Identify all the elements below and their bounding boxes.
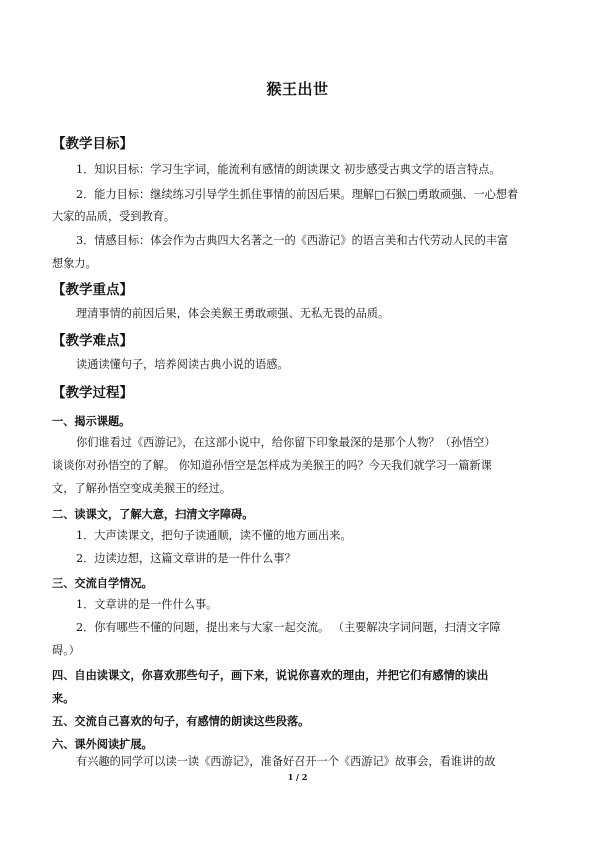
step1-title: 一、揭示课题。 xyxy=(52,415,131,428)
step5-title: 五、交流自己喜欢的句子，有感情的朗读这些段落。 xyxy=(52,715,310,728)
key-points-text: 理清事情的前因后果，体会美猴王勇敢顽强、无私无畏的品质。 xyxy=(76,307,390,320)
goals-line-5: 想象力。 xyxy=(52,257,97,270)
step3-line-2: 2．你有哪些不懂的问题，提出来与大家一起交流。 （主要解决字词问题，扫清文字障 xyxy=(76,621,501,634)
step6-line-1: 有兴趣的同学可以读一读《西游记》，准备好召开一个《西游记》故事会，看谁讲的故 xyxy=(76,755,496,768)
goals-line-4: 3．情感目标：体会作为古典四大名著之一的《西游记》的语言美和古代劳动人民的丰富 xyxy=(76,234,509,247)
goals-line-3: 大家的品质，受到教育。 xyxy=(52,210,176,223)
step4-title-line-1: 四、自由读课文，你喜欢那些句子，画下来，说说你喜欢的理由，并把它们有感情的读出 xyxy=(52,669,489,682)
difficulties-text: 读通读懂句子，培养阅读古典小说的语感。 xyxy=(76,358,289,371)
step2-line-2: 2．边读边想，这篇文章讲的是一件什么事？ xyxy=(76,552,296,565)
step1-line-1: 你们谁看过《西游记》，在这部小说中，给你留下印象最深的是那个人物？（孙悟空） xyxy=(76,436,496,449)
step2-title: 二、读课文，了解大意，扫清文字障碍。 xyxy=(52,508,254,521)
document-title: 猴王出世 xyxy=(266,80,329,98)
process-heading: 【教学过程】 xyxy=(52,385,133,401)
goals-line-1: 1．知识目标：学习生字词，能流利有感情的朗读课文 初步感受古典文学的语言特点。 xyxy=(76,163,501,176)
step2-line-1: 1．大声读课文，把句子读通顺，读不懂的地方画出来。 xyxy=(76,529,352,542)
goals-line-2: 2．能力目标：继续练习引导学生抓住事情的前因后果。理解□石猴□勇敢顽强、一心想着 xyxy=(76,188,519,201)
key-points-heading: 【教学重点】 xyxy=(52,282,133,298)
step6-title: 六、课外阅读扩展。 xyxy=(52,738,153,751)
page-number: 1 / 2 xyxy=(287,772,308,782)
step3-title: 三、交流自学情况。 xyxy=(52,577,153,590)
step3-line-1: 1．文章讲的是一件什么事。 xyxy=(76,598,218,611)
step1-line-3: 文，了解孙悟空变成美猴王的经过。 xyxy=(52,482,232,495)
step4-title-line-2: 来。 xyxy=(52,692,75,705)
difficulties-heading: 【教学难点】 xyxy=(52,333,133,349)
step3-line-3: 碍。） xyxy=(52,644,80,657)
goals-heading: 【教学目标】 xyxy=(52,136,133,152)
step1-line-2: 谈谈你对孙悟空的了解。 你知道孙悟空是怎样成为美猴王的吗？今天我们就学习一篇新课 xyxy=(52,459,492,472)
